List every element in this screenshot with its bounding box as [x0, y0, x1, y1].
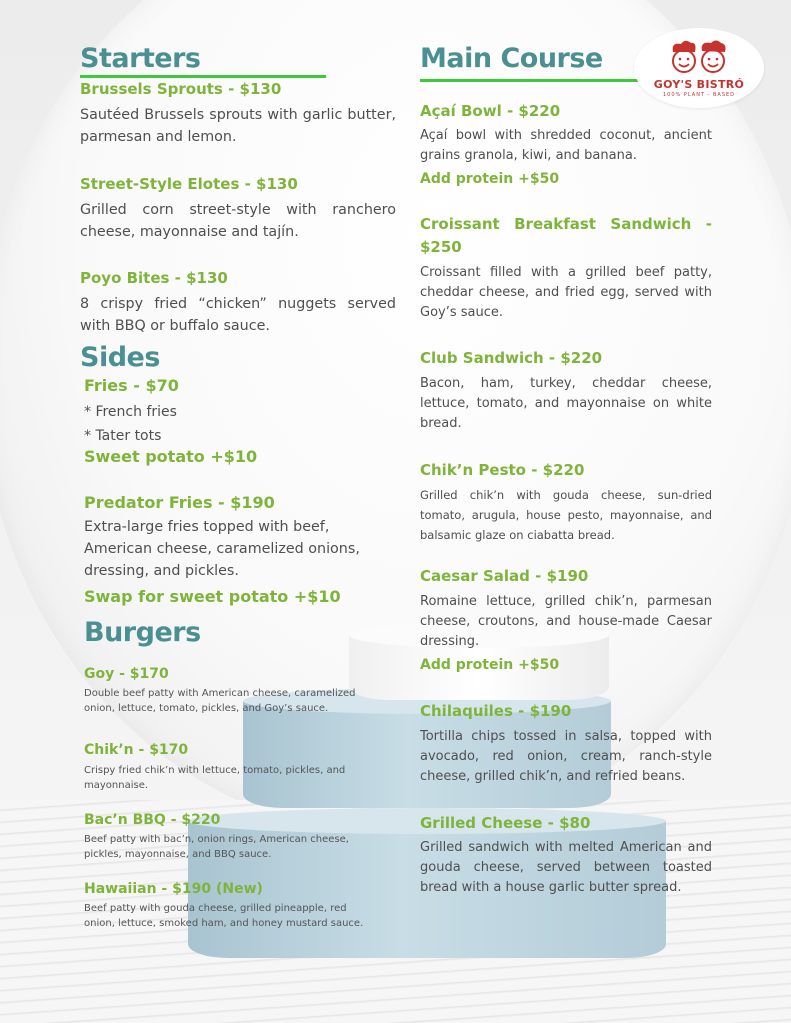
burger-name: Hawaiian - $190 (New) — [84, 881, 263, 897]
logo-faces-icon — [669, 38, 729, 80]
main-item-desc: Croissant filled with a grilled beef patty, cheddar cheese, and fried egg, served with Goy’s sauce. — [420, 265, 712, 320]
main-item-desc: Grilled sandwich with melted American and gouda cheese, served between toasted bread with a house garlic butter spread. — [420, 840, 712, 895]
main-item-name: Chik’n Pesto - $220 — [420, 461, 585, 479]
main-item-extra: Add protein +$50 — [420, 171, 560, 187]
burger-desc: Beef patty with gouda cheese, grilled pineapple, red onion, lettuce, smoked ham, and honey mustard sauce. — [84, 903, 364, 929]
burger-desc: Beef patty with bac’n, onion rings, American cheese, pickles, mayonnaise, and BBQ sauce. — [84, 834, 349, 860]
starters-underline — [80, 75, 326, 78]
starter-name: Street-Style Elotes - $130 — [80, 175, 298, 193]
main-item-extra: Add protein +$50 — [420, 657, 560, 673]
starter-desc: 8 crispy fried “chicken” nuggets served with BBQ or buffalo sauce. — [80, 296, 396, 334]
starter-desc: Sautéed Brussels sprouts with garlic butter, parmesan and lemon. — [80, 107, 396, 145]
burger-name: Goy - $170 — [84, 666, 169, 682]
main-item-desc: Grilled chik’n with gouda cheese, sun-dried tomato, arugula, house pesto, mayonnaise, and balsamic glaze on ciabatta bread. — [420, 488, 712, 542]
burger-desc: Double beef patty with American cheese, caramelized onion, lettuce, tomato, pickles, and Goy’s sauce. — [84, 688, 356, 714]
predator-fries-desc: Extra-large fries topped with beef, American cheese, caramelized onions, dressing, and pickles. — [84, 519, 360, 579]
logo-name: GOY'S BISTRÓ — [653, 78, 745, 91]
logo-tagline: 100% PLANT - BASED — [662, 92, 736, 98]
main-item-name: Grilled Cheese - $80 — [420, 814, 591, 832]
fries-name: Fries - $70 — [84, 376, 179, 395]
main-item-name: Club Sandwich - $220 — [420, 349, 603, 367]
main-item-name: Açaí Bowl - $220 — [420, 102, 561, 120]
fries-option: * Tater tots — [84, 428, 162, 444]
main-course-underline — [420, 79, 640, 82]
main-course-heading: Main Course — [420, 43, 603, 74]
burger-desc: Crispy fried chik’n with lettuce, tomato, pickles, and mayonnaise. — [84, 765, 346, 791]
fries-option: * French fries — [84, 404, 177, 420]
main-item-desc: Romaine lettuce, grilled chik’n, parmesan cheese, croutons, and house-made Caesar dressing. — [420, 594, 712, 649]
burgers-heading: Burgers — [84, 617, 201, 648]
starter-desc: Grilled corn street-style with ranchero cheese, mayonnaise and tajín. — [80, 202, 396, 240]
predator-fries-name: Predator Fries - $190 — [84, 493, 275, 512]
main-item-desc: Açaí bowl with shredded coconut, ancient grains granola, kiwi, and banana. — [420, 128, 712, 163]
main-item-desc: Tortilla chips tossed in salsa, topped with avocado, red onion, cream, ranch-style cheese, grilled chik’n, and refried beans. — [420, 729, 712, 784]
starter-name: Poyo Bites - $130 — [80, 269, 228, 287]
starter-name: Brussels Sprouts - $130 — [80, 80, 282, 98]
bistro-logo — [634, 28, 764, 108]
main-item-name: Chilaquiles - $190 — [420, 702, 572, 720]
main-item-name: Caesar Salad - $190 — [420, 567, 589, 585]
main-item-desc: Bacon, ham, turkey, cheddar cheese, lettuce, tomato, and mayonnaise on white bread. — [420, 376, 712, 431]
predator-fries-extra: Swap for sweet potato +$10 — [84, 587, 341, 606]
burger-name: Chik’n - $170 — [84, 742, 189, 758]
starters-heading: Starters — [80, 43, 201, 74]
burger-name: Bac’n BBQ - $220 — [84, 812, 221, 828]
fries-extra: Sweet potato +$10 — [84, 447, 258, 466]
sides-heading: Sides — [80, 342, 160, 373]
main-item-name: Croissant Breakfast Sandwich - $250 — [420, 215, 712, 256]
